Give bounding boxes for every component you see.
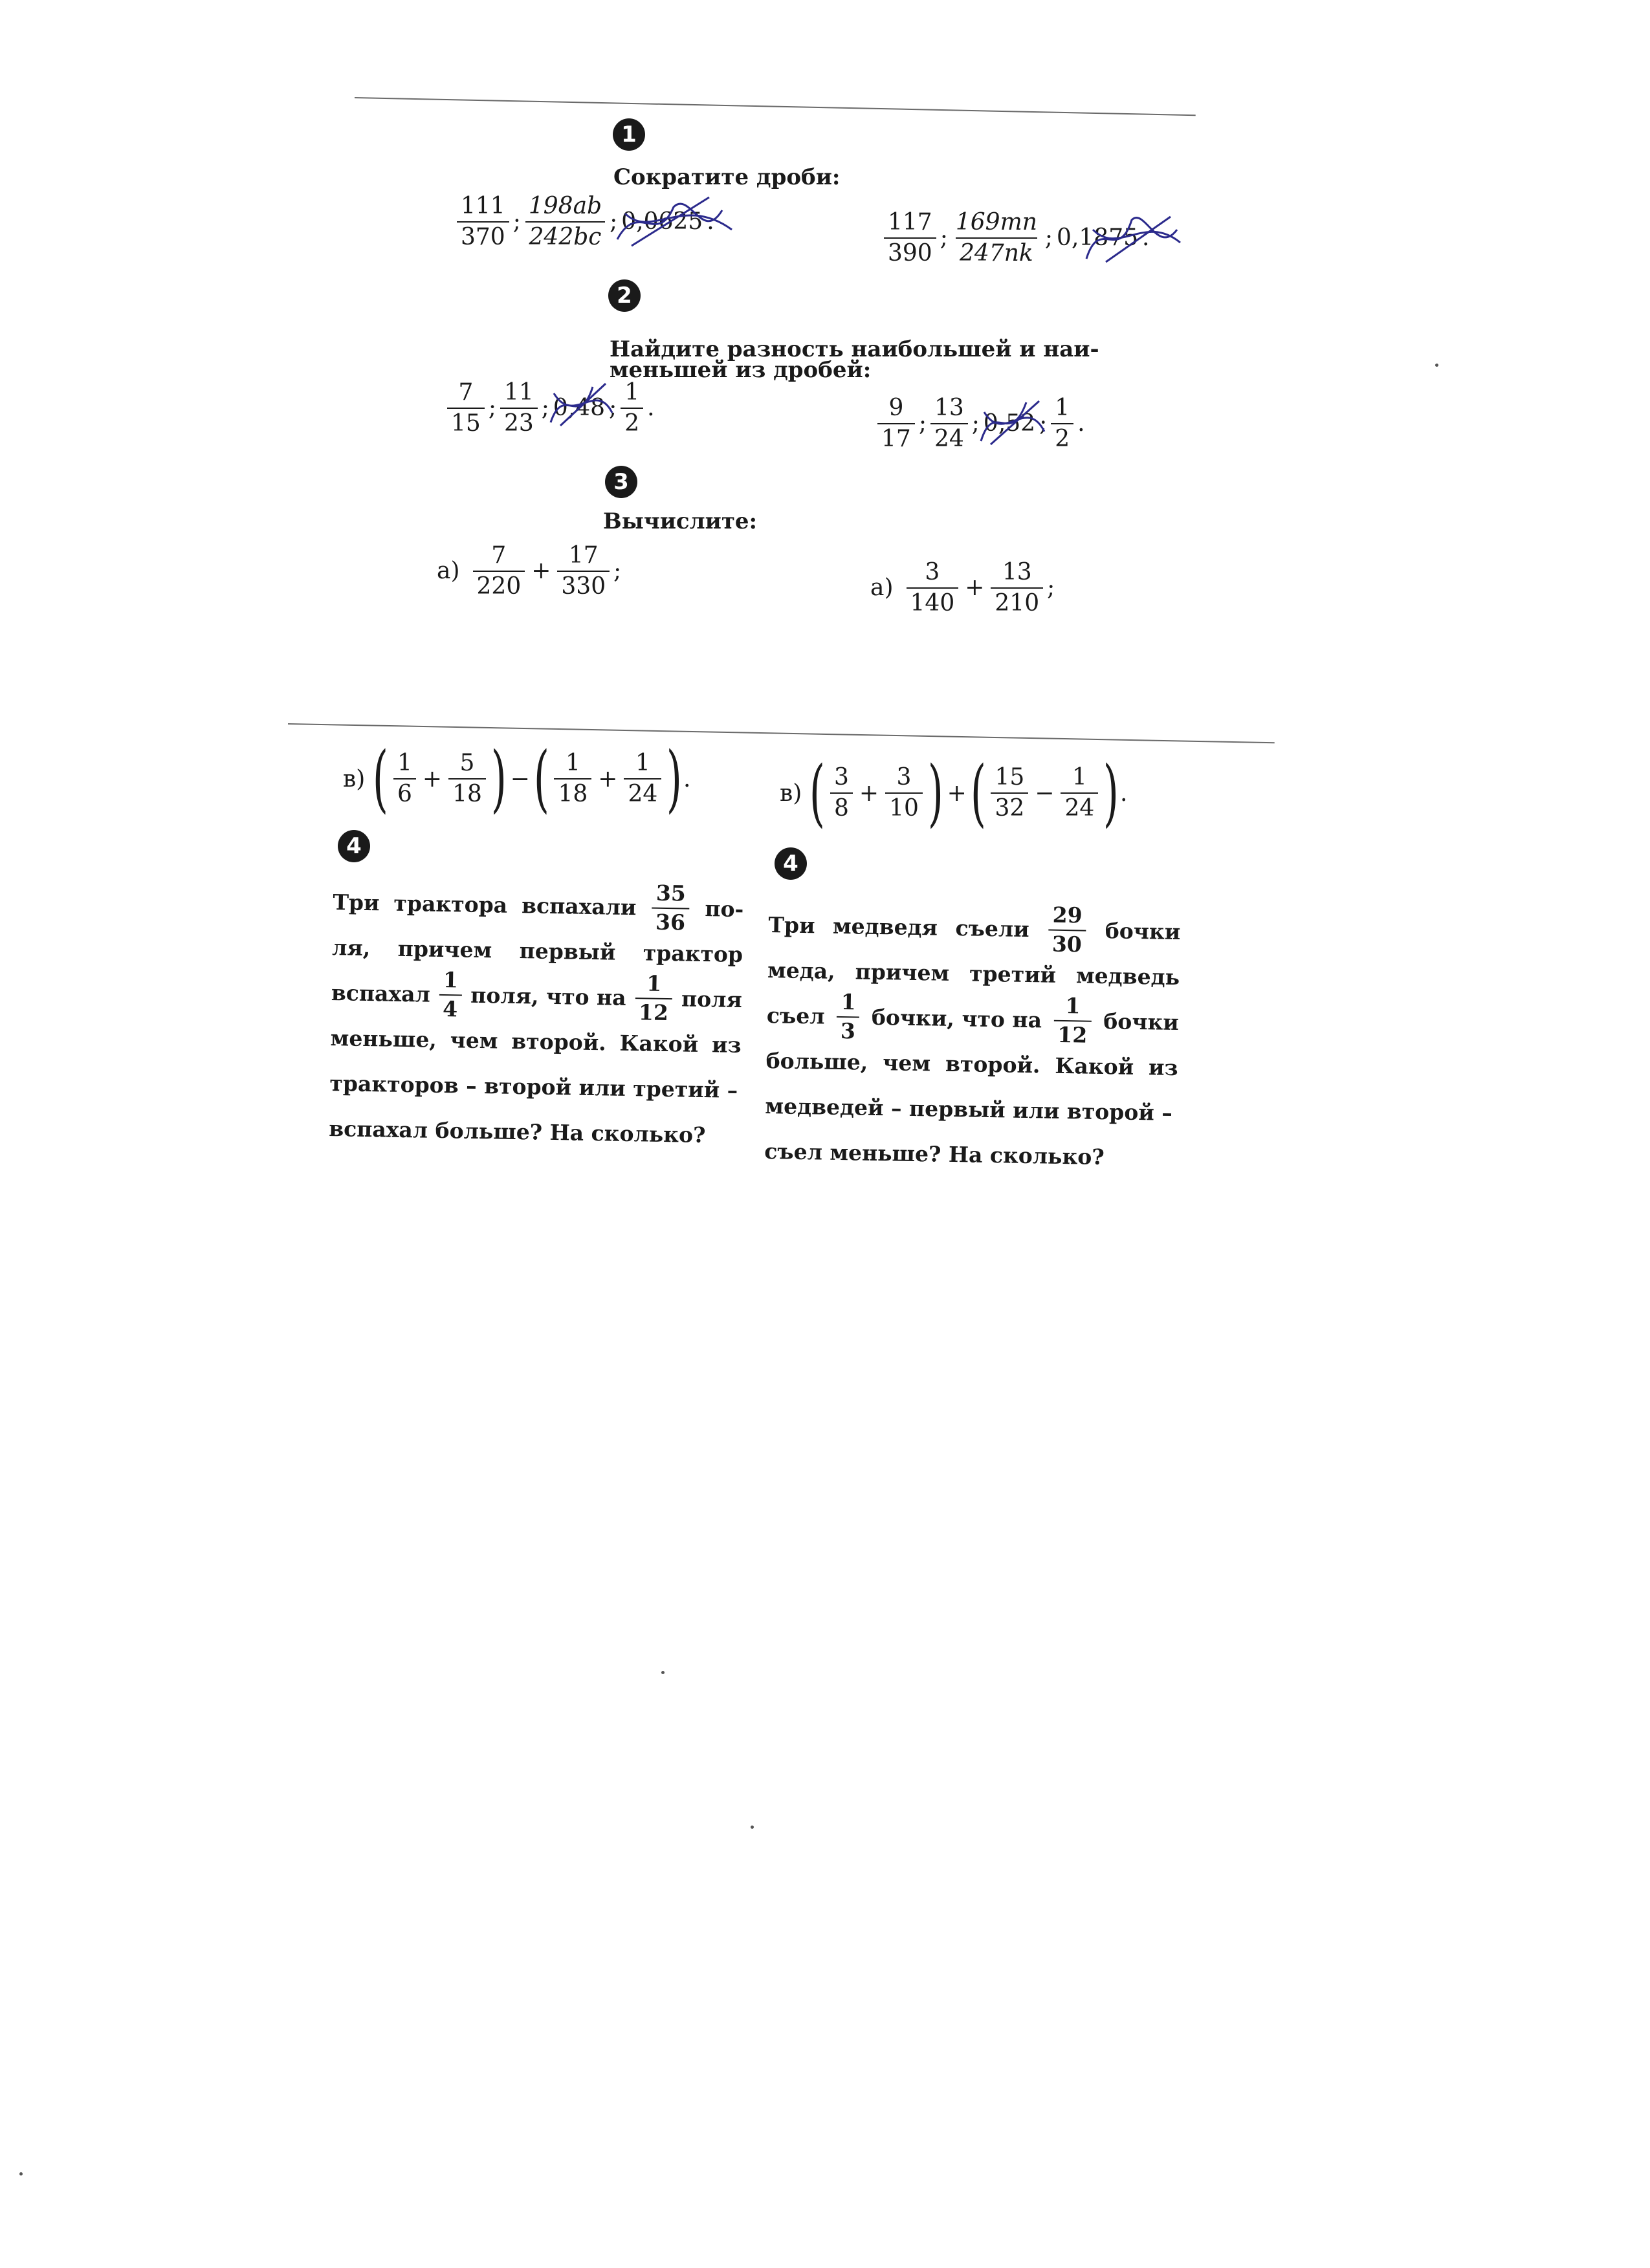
text-line: вспахал больше? На сколько? xyxy=(328,1115,706,1148)
task-1-number: 1 xyxy=(613,118,645,151)
fraction: $\frac{1}{6}$ xyxy=(393,751,416,807)
crossed-out-decimal: 0,1875 xyxy=(1057,224,1138,251)
expression-v-left: в) ( $\frac{1}{6}$ + $\frac{5}{18}$ ) − ( $\frac{1}{18}$ + $\frac{1}{24}$ ) . xyxy=(343,737,691,821)
crossed-out-decimal: 0,52 xyxy=(984,410,1035,437)
fraction: $\frac{17}{330}$ xyxy=(557,543,610,599)
fraction: $\frac{1}{18}$ xyxy=(554,751,591,807)
task-2-heading-line-2: меньшей из дробей: xyxy=(610,357,872,383)
fraction: $\frac{1}{24}$ xyxy=(624,751,661,807)
fraction: $\frac{111}{370}$ xyxy=(457,194,509,250)
task-4-left-number: 4 xyxy=(338,830,370,862)
top-cut-line xyxy=(355,97,1196,116)
fraction: $\frac{29}{30}$ xyxy=(1048,904,1086,956)
text-line: больше, чем второй. Какой из xyxy=(765,1047,1178,1081)
task-3-right-expression: а) $\frac{3}{140}$ + $\frac{13}{210}$ ; xyxy=(870,559,1055,616)
item-label: а) xyxy=(437,558,460,585)
fraction: $\frac{11}{23}$ xyxy=(500,380,538,436)
task-3-heading: Вычислите: xyxy=(603,508,758,534)
fraction: $\frac{15}{32}$ xyxy=(991,765,1028,821)
text-line: меньше, чем второй. Какой из xyxy=(330,1025,742,1058)
item-label: в) xyxy=(780,780,802,807)
fraction: $\frac{1}{12}$ xyxy=(635,973,673,1025)
scan-speck xyxy=(661,1671,665,1674)
fraction: $\frac{3}{140}$ xyxy=(907,560,959,616)
scan-speck xyxy=(1435,364,1438,367)
crossed-out-decimal: 0,0625 xyxy=(621,208,703,235)
text-line: вспахал $\frac{1}{4}$ поля, что на $\frac{1}{12}$ поля xyxy=(331,967,743,1026)
fraction: $\frac{13}{24}$ xyxy=(930,396,968,452)
text-line: тракторов – второй или третий – xyxy=(329,1070,738,1103)
fraction: $\frac{1}{3}$ xyxy=(837,991,860,1043)
text-line: меда, причем третий медведь xyxy=(767,957,1180,990)
text-line: ля, причем первый трактор xyxy=(331,934,743,968)
fraction: $\frac{13}{210}$ xyxy=(991,560,1043,616)
task-2-left-expression: $\frac{7}{15}$ ; $\frac{11}{23}$ ; 0,48 ; $\frac{1}{2}$ . xyxy=(443,380,655,436)
task-1-left-expression: $\frac{111}{370}$ ; $\frac{198ab}{242bc}$ ; 0,0625 . xyxy=(453,194,714,250)
scan-speck xyxy=(751,1826,754,1829)
task-4-right-number: 4 xyxy=(775,847,807,880)
fraction: $\frac{169mn}{247nk}$ xyxy=(955,209,1037,267)
task-2-number: 2 xyxy=(608,279,641,312)
text-line: съел $\frac{1}{3}$ бочки, что на $\frac{1}{12}$ бочки xyxy=(766,989,1180,1048)
expression-v-right: в) ( $\frac{3}{8}$ + $\frac{3}{10}$ ) + ( $\frac{15}{32}$ − $\frac{1}{24}$ ) . xyxy=(780,751,1128,835)
fraction: $\frac{7}{220}$ xyxy=(473,543,525,599)
task-4-left-problem xyxy=(329,880,744,1159)
task-1-heading: Сократите дроби: xyxy=(613,164,841,190)
task-3-number: 3 xyxy=(605,466,637,498)
fraction: $\frac{9}{17}$ xyxy=(877,396,915,452)
task-3-left-expression: а) $\frac{7}{220}$ + $\frac{17}{330}$ ; xyxy=(437,542,622,600)
fraction: $\frac{1}{4}$ xyxy=(439,969,462,1021)
task-2-heading-line-1: Найдите разность наибольшей и наи- xyxy=(610,336,1099,362)
task-4-right-problem xyxy=(764,902,1181,1181)
fraction: $\frac{7}{15}$ xyxy=(447,380,485,436)
fraction: $\frac{1}{2}$ xyxy=(621,380,643,436)
text-line: медведей – первый или второй – xyxy=(765,1093,1173,1126)
text-line: Три медведя съели $\frac{29}{30}$ бочки xyxy=(768,902,1181,957)
fraction: $\frac{5}{18}$ xyxy=(448,751,486,807)
fraction: $\frac{1}{24}$ xyxy=(1061,765,1098,821)
fraction: $\frac{1}{2}$ xyxy=(1051,396,1073,452)
text-line: съел меньше? На сколько? xyxy=(764,1138,1105,1170)
scan-speck xyxy=(19,2172,23,2175)
fraction: $\frac{117}{390}$ xyxy=(884,210,936,266)
task-2-right-expression: $\frac{9}{17}$ ; $\frac{13}{24}$ ; 0,52 ; $\frac{1}{2}$ . xyxy=(874,396,1085,452)
fraction: $\frac{3}{8}$ xyxy=(830,765,853,821)
text-line: Три трактора вспахали $\frac{35}{36}$ по- xyxy=(333,880,744,935)
crossed-out-decimal: 0,48 xyxy=(553,395,605,421)
fraction: $\frac{35}{36}$ xyxy=(652,882,690,934)
fraction: $\frac{198ab}{242bc}$ xyxy=(525,194,606,250)
fraction: $\frac{1}{12}$ xyxy=(1053,995,1092,1047)
item-label: в) xyxy=(343,765,366,792)
middle-cut-line xyxy=(288,723,1275,743)
item-label: а) xyxy=(870,574,894,602)
task-1-right-expression: $\frac{117}{390}$ ; $\frac{169mn}{247nk}$ ; 0,1875 . xyxy=(880,210,1149,266)
fraction: $\frac{3}{10}$ xyxy=(885,765,923,821)
